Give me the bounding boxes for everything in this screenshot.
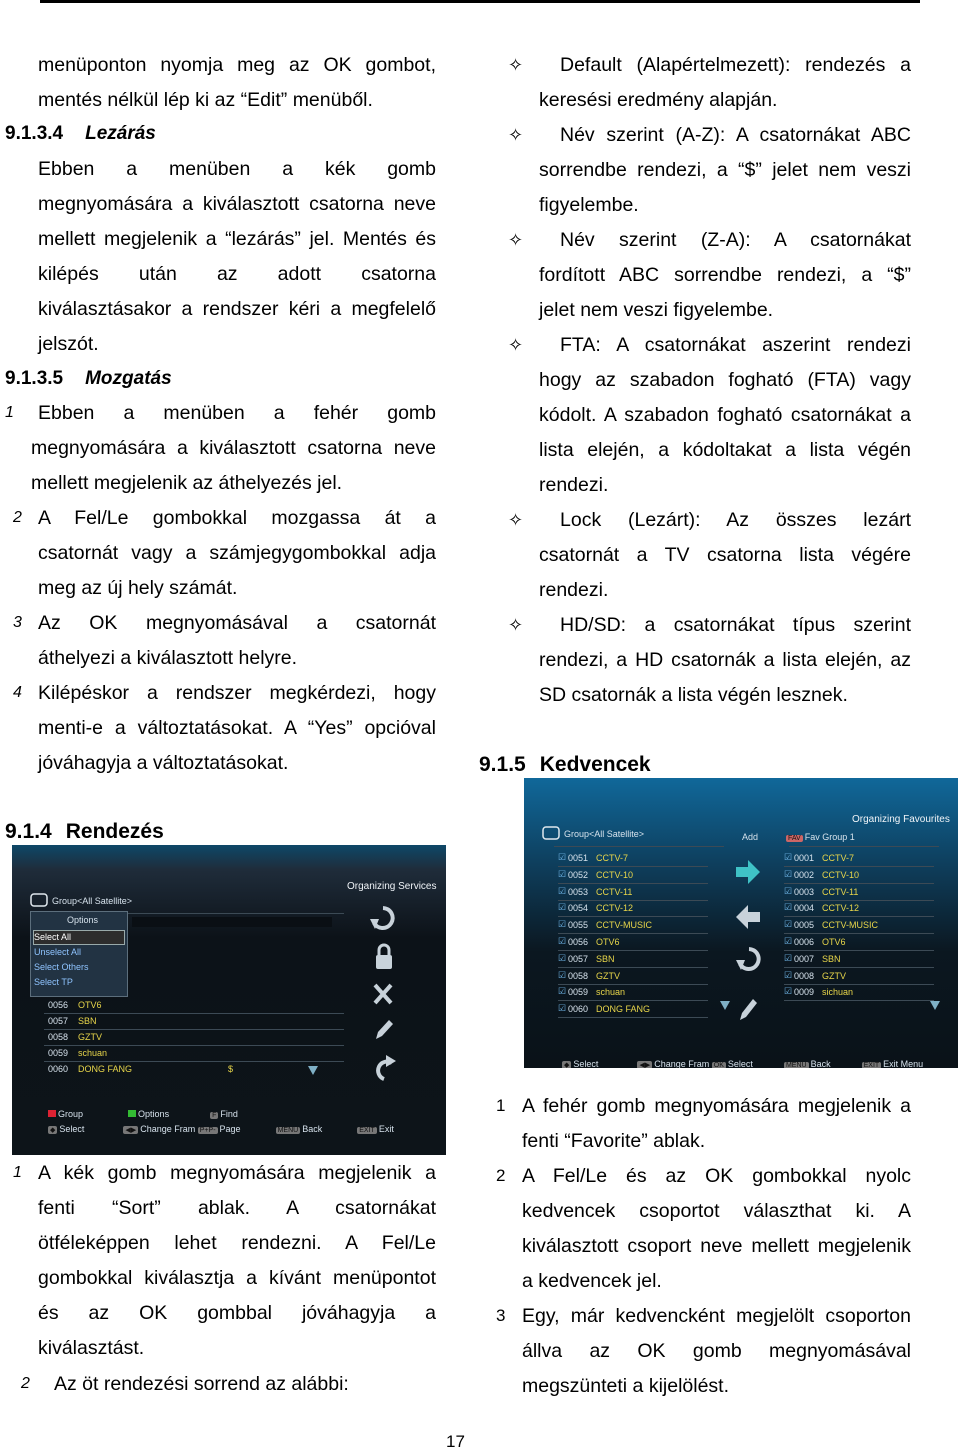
- group-label: Group<All Satellite>: [564, 829, 645, 839]
- channel-name[interactable]: CCTV-MUSIC: [596, 920, 652, 931]
- option-select-others[interactable]: Select Others: [34, 962, 89, 972]
- divider: [558, 950, 708, 951]
- channel-number: 0060: [48, 1064, 69, 1074]
- divider: [558, 1000, 708, 1001]
- text-line: kilépés után az adott csatorna: [38, 263, 436, 285]
- footer-back[interactable]: Back: [302, 1124, 323, 1134]
- divider: [789, 846, 939, 847]
- channel-number: 0007: [794, 953, 815, 964]
- fav-group-name[interactable]: Fav Group 1: [804, 832, 855, 842]
- channel-name[interactable]: DONG FANG: [596, 1004, 651, 1015]
- screen-title: Organizing Services: [347, 881, 437, 892]
- footer-group[interactable]: Group: [58, 1109, 84, 1119]
- text-line: Default (Alapértelmezett): rendezés a: [560, 54, 911, 76]
- list-number: 1: [13, 1164, 22, 1181]
- checkbox-icon[interactable]: ☑: [558, 885, 567, 896]
- channel-number: 0057: [48, 1016, 69, 1026]
- text-line: jelet nem veszi figyelembe.: [539, 299, 774, 321]
- channel-number: 0003: [794, 886, 815, 897]
- add-label: Add: [742, 832, 759, 842]
- checkbox-icon[interactable]: ☑: [784, 936, 793, 946]
- list-number: 3: [13, 614, 22, 631]
- channel-name[interactable]: CCTV-7: [822, 853, 855, 863]
- text-line: figyelembe.: [539, 194, 639, 216]
- channel-name[interactable]: GZTV: [596, 970, 620, 981]
- divider: [558, 984, 708, 985]
- text-line: és az OK gombbal jóváhagyja a: [38, 1302, 436, 1324]
- channel-number: 0059: [568, 987, 589, 998]
- sparkle-bullet-icon: ✧: [508, 125, 524, 145]
- channel-number: 0058: [48, 1032, 69, 1042]
- channel-number: 0056: [568, 937, 589, 947]
- satellite-icon: [30, 893, 48, 907]
- ok-key-icon: OK: [713, 1062, 724, 1068]
- list-number: 4: [13, 684, 22, 701]
- checkbox-icon[interactable]: ☑: [784, 852, 793, 862]
- left-right-key-icon: ◀▶: [125, 1127, 137, 1134]
- channel-number: 0060: [568, 1004, 589, 1015]
- text-line: mellett megjelenik az áthelyezés jel.: [31, 472, 343, 494]
- exit-key-icon: EXIT: [863, 1062, 880, 1068]
- checkbox-icon[interactable]: ☑: [784, 952, 793, 963]
- scroll-down-icon[interactable]: [720, 1000, 730, 1010]
- checkbox-icon[interactable]: ☑: [784, 969, 793, 980]
- channel-name[interactable]: sichuan: [822, 987, 854, 998]
- exit-key-icon: EXIT: [359, 1127, 375, 1134]
- delete-icon[interactable]: [372, 982, 394, 1006]
- divider: [784, 916, 934, 917]
- channel-name[interactable]: schuan: [596, 987, 626, 998]
- organizing-services-screenshot: [12, 845, 446, 1155]
- text-line: jelszót.: [38, 333, 99, 355]
- channel-number: 0005: [794, 920, 815, 931]
- text-line: rendezi.: [539, 579, 609, 601]
- text-line: kódolt. A szabadon fogható csatornákat a: [539, 404, 911, 426]
- sparkle-bullet-icon: ✧: [508, 55, 524, 75]
- satellite-icon: [542, 826, 560, 840]
- footer-exit-menu[interactable]: Exit Menu: [883, 1059, 924, 1068]
- channel-number: 0002: [794, 869, 815, 880]
- text-line: megszünteti a kijelölést.: [522, 1375, 730, 1397]
- channel-name[interactable]: schuan: [78, 1048, 108, 1058]
- scroll-down-icon[interactable]: [308, 1065, 318, 1075]
- checkbox-icon[interactable]: ☑: [558, 986, 567, 997]
- subsection-heading: [5, 122, 156, 146]
- footer-row-1: [48, 1109, 238, 1119]
- section-number: 9.1.4: [5, 820, 52, 843]
- channel-number: 0057: [568, 953, 589, 964]
- text-line: áthelyezi a kiválasztott helyre.: [38, 647, 298, 669]
- text-line: FTA: A csatornákat aszerint rendezi: [560, 334, 911, 356]
- sparkle-bullet-icon: ✧: [508, 510, 524, 530]
- option-unselect-all[interactable]: Unselect All: [34, 947, 82, 957]
- list-number: 1: [496, 1096, 506, 1115]
- section-title: Kedvencek: [539, 753, 651, 776]
- text-line: megnyomására a kiválasztott csatorna neve: [38, 193, 436, 215]
- channel-name[interactable]: DONG FANG: [78, 1064, 133, 1074]
- channel-number: 0056: [48, 1000, 69, 1010]
- divider: [558, 933, 708, 934]
- text-line: mentés nélkül lép ki az “Edit” menüből.: [38, 89, 373, 111]
- subsection-number: 9.1.3.5: [5, 368, 64, 389]
- option-select-tp[interactable]: Select TP: [34, 977, 73, 987]
- text-line: lista elején, a kódoltakat a lista végén: [539, 439, 911, 461]
- text-line: SD csatornák a lista végén lesznek.: [539, 684, 848, 706]
- channel-number: 0059: [48, 1048, 69, 1058]
- lock-icon[interactable]: [374, 942, 394, 972]
- divider: [554, 846, 724, 847]
- section-number: 9.1.5: [479, 753, 526, 776]
- channel-name[interactable]: CCTV-7: [596, 853, 629, 863]
- sort-icon[interactable]: [370, 905, 396, 935]
- section-heading: [5, 819, 164, 845]
- text-line: megnyomására a kiválasztott csatorna neve: [31, 437, 436, 459]
- channel-number: 0004: [794, 903, 815, 914]
- text-line: Név szerint (A-Z): A csatornákat ABC: [560, 124, 911, 146]
- text-line: keresési eredmény alapján.: [539, 89, 778, 111]
- menu-key-icon: MENU: [277, 1127, 299, 1134]
- footer-select[interactable]: Select: [573, 1059, 599, 1068]
- list-number: 1: [5, 404, 14, 421]
- divider: [784, 883, 934, 884]
- fav-group-label: [786, 832, 855, 842]
- divider: [44, 1061, 344, 1062]
- channel-number: 0053: [568, 886, 589, 897]
- text-line: HD/SD: a csatornákat típus szerint: [560, 614, 911, 636]
- text-line: Név szerint (Z-A): A csatornákat: [560, 229, 911, 251]
- footer-row-2: [48, 1124, 394, 1134]
- channel-name[interactable]: CCTV-12: [596, 903, 634, 914]
- divider: [784, 933, 934, 934]
- channel-name[interactable]: SBN: [822, 953, 841, 964]
- channel-number: 0008: [794, 970, 815, 981]
- divider: [558, 1017, 708, 1018]
- text-line: gombokkal kiválasztja a kívánt menüpontot: [38, 1267, 436, 1289]
- divider: [44, 1029, 344, 1030]
- text-line: A Fel/Le és az OK gombokkal nyolc: [522, 1165, 911, 1187]
- text-line: fordított ABC sorrendbe rendezi, a “$”: [539, 264, 911, 286]
- footer-row: [562, 1059, 923, 1068]
- channel-number: 0051: [568, 853, 589, 863]
- sparkle-bullet-icon: ✧: [508, 335, 524, 355]
- footer-options[interactable]: Options: [138, 1109, 170, 1119]
- footer-find[interactable]: Find: [220, 1109, 238, 1119]
- divider: [558, 900, 708, 901]
- list-header-bar: [132, 917, 332, 927]
- ok-key-icon: ◆: [564, 1062, 570, 1068]
- text-line: jóváhagyja a változtatásokat.: [38, 752, 289, 774]
- rename-pencil-icon[interactable]: [372, 1017, 394, 1043]
- text-line: ötféleképpen lehet rendezni. A Fel/Le: [38, 1232, 436, 1254]
- checkbox-icon[interactable]: ☑: [784, 919, 793, 930]
- text-line: fenti “Favorite” ablak.: [522, 1130, 706, 1152]
- green-key-icon: [128, 1110, 136, 1117]
- text-line: hogy az szabadon fogható (FTA) vagy: [539, 369, 911, 391]
- section-title: Rendezés: [65, 820, 164, 843]
- channel-name[interactable]: CCTV-12: [822, 903, 860, 914]
- divider: [784, 950, 934, 951]
- text-line: kiválasztást.: [38, 1337, 145, 1359]
- text-line: csatornát a TV csatorna lista végére: [539, 544, 911, 566]
- top-rule: [40, 0, 920, 3]
- divider: [44, 1013, 344, 1014]
- add-arrow-icon[interactable]: [734, 858, 762, 886]
- channel-number: 0054: [568, 903, 589, 914]
- text-line: A Fel/Le gombokkal mozgassa át a: [38, 507, 436, 529]
- text-line: A fehér gomb megnyomására megjelenik a: [522, 1095, 911, 1117]
- channel-name[interactable]: GZTV: [822, 970, 846, 981]
- options-popup: [30, 911, 128, 997]
- channel-name[interactable]: CCTV-10: [596, 869, 634, 880]
- checkbox-icon[interactable]: ☑: [558, 868, 567, 879]
- divider: [558, 916, 708, 917]
- subsection-title: Mozgatás: [85, 368, 172, 389]
- checkbox-icon[interactable]: ☑: [784, 986, 793, 997]
- ok-key-icon: ◆: [50, 1127, 56, 1134]
- fav-key-icon: FAV: [788, 835, 801, 842]
- red-key-icon: [48, 1110, 56, 1117]
- channel-name[interactable]: SBN: [78, 1016, 97, 1026]
- rename-pencil-icon[interactable]: [736, 996, 758, 1024]
- channel-name[interactable]: CCTV-11: [596, 886, 633, 897]
- divider: [558, 866, 708, 867]
- scrambled-mark: $: [228, 1064, 234, 1074]
- channel-number: 0058: [568, 970, 589, 981]
- text-line: kiválasztott csoport neve mellett megjelenik: [522, 1235, 911, 1257]
- list-number: 2: [13, 509, 22, 526]
- text-line: A kék gomb megnyomására megjelenik a: [38, 1162, 436, 1184]
- checkbox-icon[interactable]: ☑: [784, 902, 793, 913]
- text-line: rendezi.: [539, 474, 609, 496]
- channel-name[interactable]: OTV6: [822, 937, 846, 947]
- channel-name[interactable]: OTV6: [596, 937, 620, 947]
- page-number: 17: [446, 1432, 465, 1451]
- list-number: 3: [496, 1306, 506, 1325]
- subsection-title: Lezárás: [85, 123, 156, 144]
- scroll-down-icon[interactable]: [930, 1000, 940, 1010]
- text-line: kedvencek csoportot választhat ki. A: [522, 1200, 911, 1222]
- channel-number: 0052: [568, 869, 589, 880]
- text-line: menüponton nyomja meg az OK gombot,: [38, 54, 436, 76]
- checkbox-icon[interactable]: ☑: [558, 952, 567, 963]
- text-line: Lock (Lezárt): Az összes lezárt: [560, 509, 911, 531]
- list-number: 2: [21, 1375, 30, 1392]
- channel-name[interactable]: CCTV-11: [822, 886, 859, 897]
- text-line: Ebben a menüben a kék gomb: [38, 158, 436, 180]
- channel-number: 0055: [568, 920, 589, 931]
- channel-number: 0001: [794, 853, 815, 863]
- channel-name[interactable]: CCTV-10: [822, 869, 860, 880]
- divider: [558, 883, 708, 884]
- checkbox-icon[interactable]: ☑: [784, 885, 793, 896]
- channel-name[interactable]: SBN: [596, 953, 615, 964]
- channel-number: 0006: [794, 937, 815, 947]
- move-icon[interactable]: [372, 1055, 396, 1083]
- checkbox-icon[interactable]: ☑: [558, 1003, 567, 1014]
- organizing-favourites-screenshot: [524, 778, 958, 1068]
- checkbox-icon[interactable]: ☑: [558, 969, 567, 980]
- sparkle-bullet-icon: ✧: [508, 230, 524, 250]
- footer-select-ok[interactable]: Select: [727, 1059, 753, 1068]
- text-line: kiválasztásakor a rendszer kéri a megfelelő: [38, 298, 436, 320]
- checkbox-icon[interactable]: ☑: [558, 852, 567, 862]
- subsection-heading: [5, 367, 172, 391]
- screen-title: Organizing Favourites: [852, 814, 950, 825]
- menu-key-icon: MENU: [785, 1062, 807, 1068]
- divider: [784, 866, 934, 867]
- footer-back[interactable]: Back: [810, 1059, 831, 1068]
- page-key-icon: P+P-: [199, 1127, 216, 1134]
- channel-name[interactable]: GZTV: [78, 1032, 102, 1042]
- move-icon[interactable]: [736, 946, 762, 976]
- text-line: a kedvencek jel.: [522, 1270, 662, 1292]
- text-line: Egy, már kedvencként megjelölt csoporton: [522, 1305, 911, 1327]
- divider: [44, 1045, 344, 1046]
- checkbox-icon[interactable]: ☑: [558, 936, 567, 946]
- find-key-icon: F: [212, 1112, 217, 1119]
- group-label: Group<All Satellite>: [52, 896, 133, 906]
- text-line: Ebben a menüben a fehér gomb: [38, 402, 436, 424]
- text-line: meg az új hely számát.: [38, 577, 238, 599]
- channel-name[interactable]: OTV6: [78, 1000, 102, 1010]
- channel-name[interactable]: CCTV-MUSIC: [822, 920, 878, 931]
- options-title: Options: [67, 915, 99, 925]
- text-line: Az öt rendezési sorrend az alábbi:: [54, 1373, 349, 1395]
- footer-exit[interactable]: Exit: [378, 1124, 394, 1134]
- footer-select[interactable]: Select: [59, 1124, 85, 1134]
- option-select-all[interactable]: Select All: [34, 932, 72, 942]
- footer-change-fram[interactable]: Change Fram: [140, 1124, 196, 1134]
- divider: [784, 1000, 934, 1001]
- divider: [558, 967, 708, 968]
- subsection-number: 9.1.3.4: [5, 123, 64, 144]
- footer-change-fram[interactable]: Change Fram: [654, 1059, 710, 1068]
- text-line: Kilépéskor a rendszer megkérdezi, hogy: [38, 682, 436, 704]
- channel-number: 0009: [794, 987, 815, 998]
- text-line: mellett megjelenik a “lezárás” jel. Mentés és: [38, 228, 436, 250]
- remove-arrow-icon[interactable]: [734, 903, 762, 931]
- text-line: csatornát vagy a számjegygombokkal adja: [38, 542, 436, 564]
- sparkle-bullet-icon: ✧: [508, 615, 524, 635]
- checkbox-icon[interactable]: ☑: [558, 902, 567, 913]
- list-number: 2: [496, 1166, 506, 1185]
- checkbox-icon[interactable]: ☑: [558, 919, 567, 930]
- text-line: állva az OK gomb megnyomásával: [522, 1340, 911, 1362]
- text-line: menti-e a változtatásokat. A “Yes” opcióval: [38, 717, 436, 739]
- text-line: Az OK megnyomásával a csatornát: [38, 612, 436, 634]
- text-line: fenti “Sort” ablak. A csatornákat: [38, 1197, 436, 1219]
- text-line: rendezi, a HD csatornák a lista elején, az: [539, 649, 911, 671]
- divider: [784, 967, 934, 968]
- left-right-key-icon: ◀▶: [639, 1062, 651, 1068]
- section-heading: [479, 752, 651, 778]
- footer-page[interactable]: Page: [219, 1124, 241, 1134]
- checkbox-icon[interactable]: ☑: [784, 868, 793, 879]
- divider: [784, 984, 934, 985]
- divider: [784, 900, 934, 901]
- text-line: sorrendbe rendezi, a “$” jelet nem veszi: [539, 159, 911, 181]
